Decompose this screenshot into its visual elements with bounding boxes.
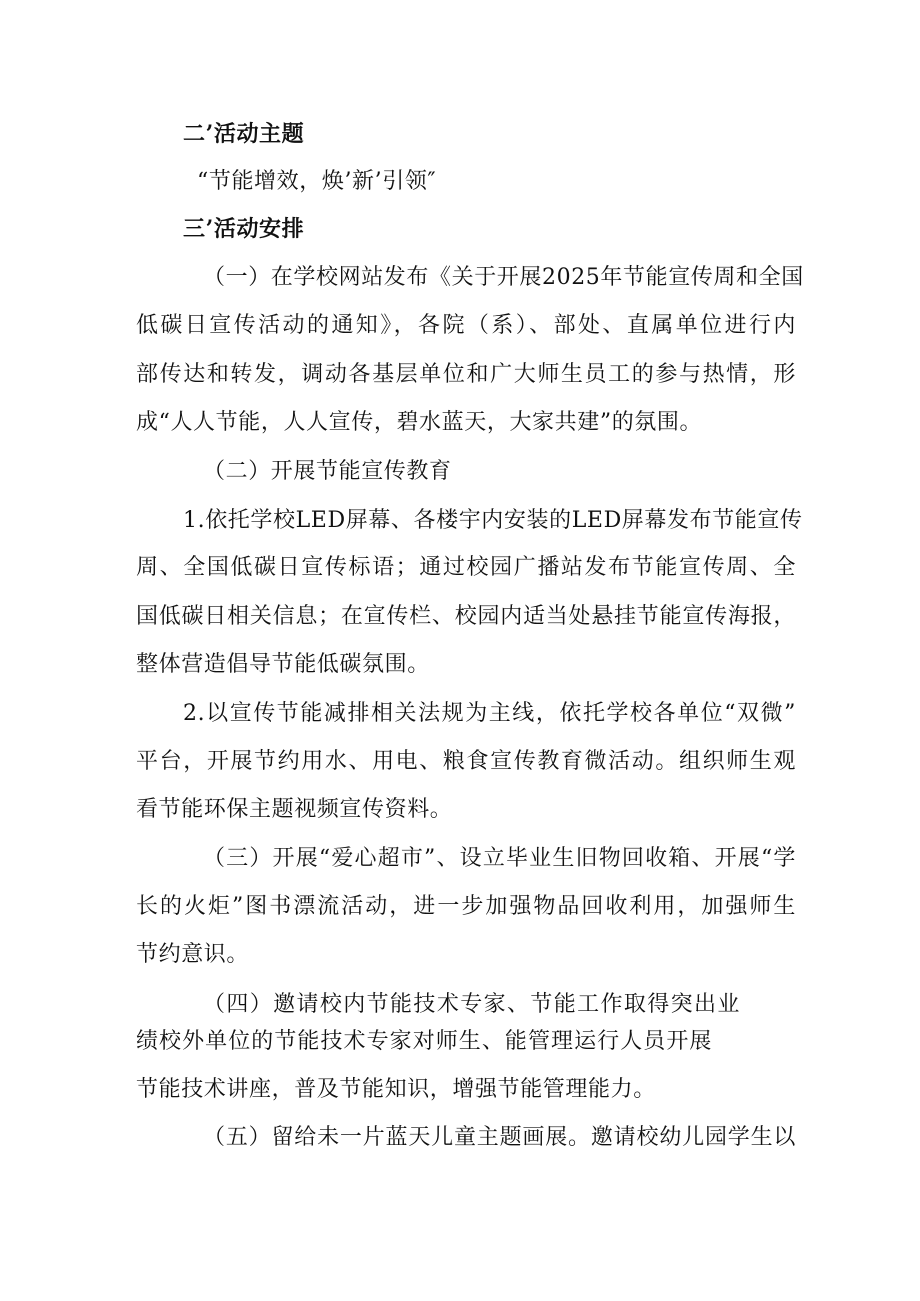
paragraph-1-line: 部传达和转发，调动各基层单位和广大师生员工的参与热情，形	[136, 362, 796, 387]
paragraph-5-line: 长的火炬”图书漂流活动，进一步加强物品回收利用，加强师生	[136, 894, 796, 919]
paragraph-1-line: 低碳日宣传活动的通知》，各院（系）、部处、直属单位进行内	[136, 313, 796, 338]
section-heading-theme: 二’活动主题	[183, 121, 305, 147]
paragraph-3-line: 国低碳日相关信息；在宣传栏、校园内适当处悬挂节能宣传海报，	[136, 604, 796, 629]
paragraph-4-line: 平台，开展节约用水、用电、粮食宣传教育微活动。组织师生观	[136, 749, 796, 774]
paragraph-6-line: （四）邀请校内节能技术专家、节能工作取得突出业	[203, 992, 740, 1017]
paragraph-5-line: 节约意识。	[136, 942, 250, 967]
paragraph-3-line: 1.依托学校LED屏幕、各楼宇内安装的LED屏幕发布节能宣传	[183, 508, 803, 533]
paragraph-4-line: 2.以宣传节能减排相关法规为主线，依托学校各单位“双微”	[183, 701, 796, 726]
paragraph-1-line: 成“人人节能，人人宣传，碧水蓝天，大家共建”的氛围。	[136, 410, 703, 435]
section-heading-arrangement: 三’活动安排	[183, 216, 305, 242]
paragraph-7-line: （五）留给未一片蓝天儿童主题画展。邀请校幼儿园学生以	[203, 1125, 796, 1150]
paragraph-3-line: 周、全国低碳日宣传标语；通过校园广播站发布节能宣传周、全	[136, 555, 796, 580]
paragraph-6-line: 绩校外单位的节能技术专家对师生、能管理运行人员开展	[136, 1029, 712, 1054]
subheading-education: （二）开展节能宣传教育	[203, 459, 452, 484]
paragraph-1-line: （一）在学校网站发布《关于开展2025年节能宣传周和全国	[203, 265, 804, 290]
paragraph-3-line: 整体营造倡导节能低碳氛围。	[136, 652, 430, 677]
paragraph-5-line: （三）开展“爱心超市”、设立毕业生旧物回收箱、开展“学	[203, 846, 796, 871]
theme-slogan: “节能增效，焕’新’引领″	[197, 169, 437, 194]
paragraph-4-line: 看节能环保主题视频宣传资料。	[136, 797, 453, 822]
paragraph-6-line: 节能技术讲座，普及节能知识，增强节能管理能力。	[136, 1077, 656, 1102]
